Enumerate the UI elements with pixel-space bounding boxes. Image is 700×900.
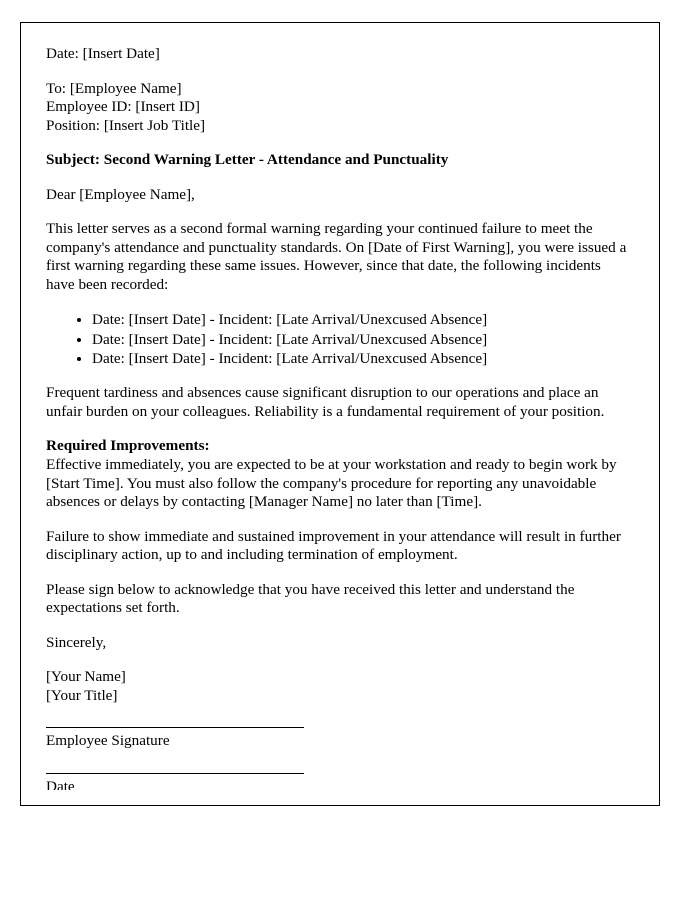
list-item: • Date: [Insert Date] - Incident: [Late Arrival/Unexcused Absence] [92,310,631,329]
list-item: • Date: [Insert Date] - Incident: [Late Arrival/Unexcused Absence] [92,330,631,349]
letter-page [20,22,660,806]
incident-list [46,310,631,368]
employee-signature-line [46,727,304,728]
letter-content [46,45,631,790]
required-improvements-body: Effective immediately, you are expected to be at your workstation and ready to begin work by [Start Time]. You must also follow the company's procedure for reporting any unavoidable absences or delays by contacting [Manager Name] no later than [Time]. [46,456,617,511]
body-paragraph-3: Failure to show immediate and sustained improvement in your attendance will result in further disciplinary action, up to and including termination of employment. [46,527,621,564]
list-item: • Date: [Insert Date] - Incident: [Late Arrival/Unexcused Absence] [92,349,631,368]
employee-signature-label: Employee Signature [46,732,170,750]
sender-name: [Your Name] [46,668,126,686]
closing: Sincerely, [46,633,107,651]
recipient-to: To: [Employee Name] [46,79,182,97]
subject-line: Subject: Second Warning Letter - Attendance and Punctuality [46,151,449,169]
body-paragraph-4: Please sign below to acknowledge that you have received this letter and understand the expectations set forth. [46,580,575,617]
recipient-position: Position: [Insert Job Title] [46,116,206,134]
date-label: Date [46,778,75,791]
body-paragraph-1: This letter serves as a second formal warning regarding your continued failure to meet the company's attendance and punctuality standards. On [Date of First Warning], you were issued a first warning regarding these same issues. However, since that date, the following incidents have been recorded: [46,220,627,293]
date-signature-line [46,773,304,774]
sender-title: [Your Title] [46,686,118,704]
salutation: Dear [Employee Name], [46,185,195,203]
date-line: Date: [Insert Date] [46,45,160,62]
date-label-clipped [46,778,631,790]
body-paragraph-2: Frequent tardiness and absences cause significant disruption to our operations and place an unfair burden on your colleagues. Reliability is a fundamental requirement of your position. [46,384,605,420]
required-improvements-heading: Required Improvements: [46,437,210,455]
recipient-employee-id: Employee ID: [Insert ID] [46,98,200,116]
